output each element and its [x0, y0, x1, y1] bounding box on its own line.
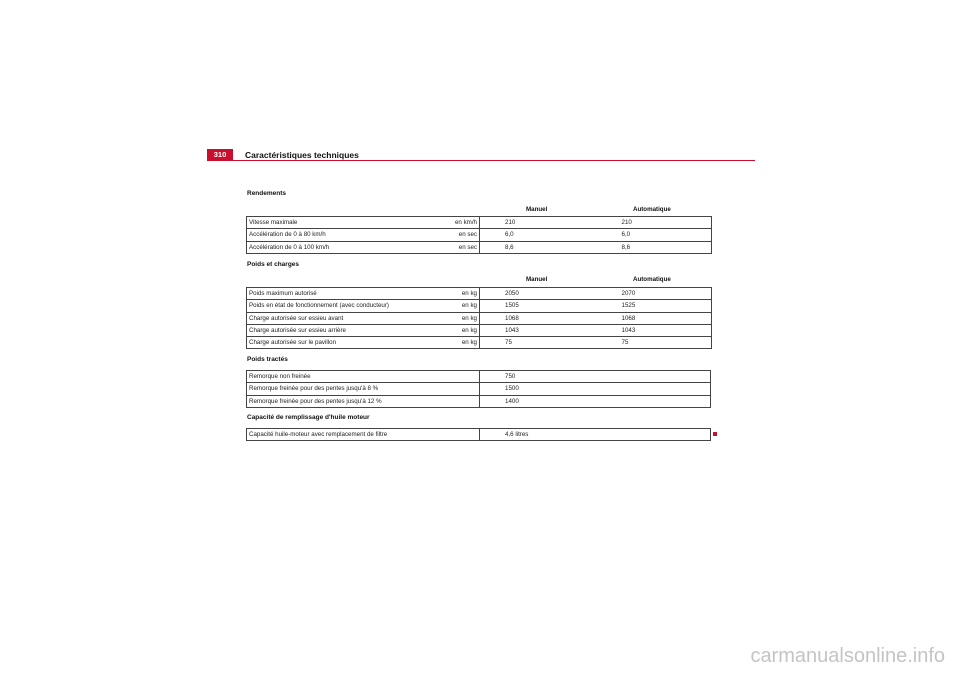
row-auto: 6,0 — [595, 229, 712, 241]
row-unit: en kg — [461, 302, 477, 310]
col-head-auto: Automatique — [633, 276, 671, 283]
page-header — [207, 149, 755, 161]
row-unit: en km/h — [454, 219, 477, 227]
row-label-cell — [247, 241, 480, 253]
row-label-cell — [247, 288, 480, 300]
row-label-cell — [247, 229, 480, 241]
row-label-cell — [247, 324, 480, 336]
row-label: Remorque freinée pour des pentes jusqu'à 8 % — [247, 383, 480, 395]
row-label: Accélération de 0 à 80 km/h — [249, 231, 326, 239]
row-unit: en kg — [461, 314, 477, 322]
row-label: Poids en état de fonctionnement (avec conducteur) — [249, 302, 389, 310]
header-rule — [233, 160, 755, 161]
row-label: Charge autorisée sur essieu arrière — [249, 327, 346, 335]
table-row — [247, 217, 712, 229]
row-manual: 8,6 — [480, 241, 595, 253]
row-unit: en kg — [461, 327, 477, 335]
row-manual: 1505 — [480, 300, 595, 312]
table-row — [247, 383, 711, 395]
row-manual: 1043 — [480, 324, 595, 336]
section-title-huile: Capacité de remplissage d'huile moteur — [247, 414, 370, 421]
table-row — [247, 429, 711, 441]
section-end-marker — [713, 432, 717, 436]
page-number: 310 — [207, 149, 233, 161]
table-huile — [246, 428, 711, 441]
row-auto: 210 — [595, 217, 712, 229]
row-auto: 8,6 — [595, 241, 712, 253]
table-row — [247, 229, 712, 241]
row-manual: 2050 — [480, 288, 595, 300]
table-row — [247, 312, 712, 324]
row-value: 1500 — [480, 383, 711, 395]
row-manual: 6,0 — [480, 229, 595, 241]
table-row — [247, 300, 712, 312]
row-label: Remorque freinée pour des pentes jusqu'à 12 % — [247, 395, 480, 407]
row-auto: 1525 — [595, 300, 712, 312]
row-value: 1400 — [480, 395, 711, 407]
row-label-cell — [247, 217, 480, 229]
row-label: Accélération de 0 à 100 km/h — [249, 243, 330, 251]
row-value: 750 — [480, 371, 711, 383]
chapter-title: Caractéristiques techniques — [245, 150, 359, 160]
col-head-auto: Automatique — [633, 206, 671, 213]
row-auto: 1043 — [595, 324, 712, 336]
row-manual: 210 — [480, 217, 595, 229]
table-rendements — [246, 216, 712, 254]
row-label: Charge autorisée sur essieu avant — [249, 314, 344, 322]
row-label-cell — [247, 300, 480, 312]
row-manual: 75 — [480, 337, 595, 349]
table-poids — [246, 287, 712, 349]
watermark: carmanualsonline.info — [750, 645, 945, 667]
row-label: Capacité huile-moteur avec remplacement de filtre — [247, 429, 480, 441]
row-manual: 1068 — [480, 312, 595, 324]
row-unit: en sec — [458, 243, 477, 251]
row-label: Poids maximum autorisé — [249, 290, 317, 298]
table-row — [247, 288, 712, 300]
section-title-poids-tractes: Poids tractés — [247, 356, 288, 363]
table-row — [247, 324, 712, 336]
section-title-poids: Poids et charges — [247, 261, 300, 268]
table-row — [247, 337, 712, 349]
row-value: 4,6 litres — [480, 429, 711, 441]
row-label: Charge autorisée sur le pavillon — [249, 339, 337, 347]
row-label: Vitesse maximale — [249, 219, 298, 227]
section-title-rendements: Rendements — [247, 190, 287, 197]
row-label-cell — [247, 312, 480, 324]
table-poids-tractes — [246, 370, 711, 408]
row-auto: 75 — [595, 337, 712, 349]
row-unit: en kg — [461, 339, 477, 347]
row-label: Remorque non freinée — [247, 371, 480, 383]
row-auto: 1068 — [595, 312, 712, 324]
table-row — [247, 395, 711, 407]
table-row — [247, 241, 712, 253]
row-unit: en kg — [461, 290, 477, 298]
table-row — [247, 371, 711, 383]
row-auto: 2070 — [595, 288, 712, 300]
col-head-manual: Manuel — [526, 206, 548, 213]
col-head-manual: Manuel — [526, 276, 548, 283]
row-label-cell — [247, 337, 480, 349]
row-unit: en sec — [458, 231, 477, 239]
